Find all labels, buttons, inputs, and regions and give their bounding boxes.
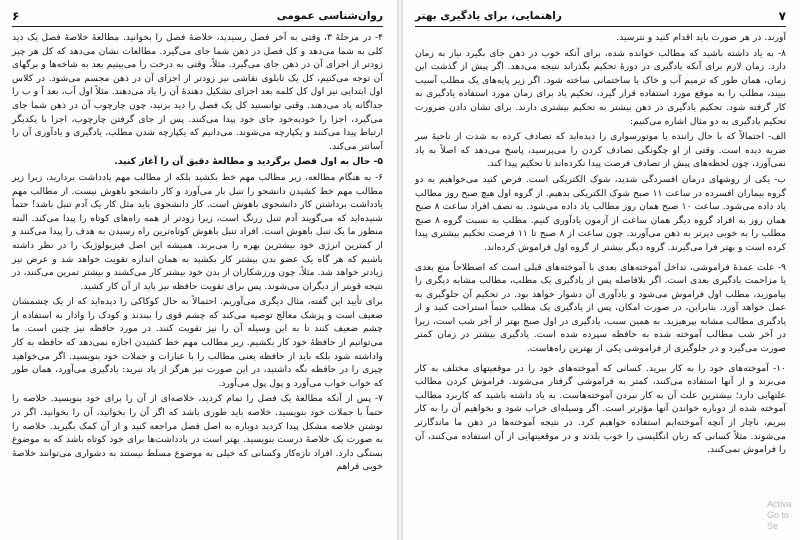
right-paragraph: الف- احتمالاً که با حال راننده یا موتورسواری را دیده‌اید که تصادف کرده به شدت از ناحیهٔ سر ضربه دیده است. وقتی از او چگونگی تصادف کردن را می‌پرسید، پاسخ می‌دهد که اصلاً به یاد نمی‌آورد، چون لحظه‌های پیش از تصادف فرصت پیدا نکرده‌اند تا تحکیم پیدا کند. (415, 131, 786, 170)
left-page-header (12, 6, 383, 27)
right-paragraph: آورند. در هر صورت باید اقدام کنید و نترسید. (616, 32, 786, 43)
right-page (403, 0, 800, 540)
left-page (0, 0, 397, 540)
left-paragraph: ۴- در مرحلهٔ ۳، وقتی به آخر فصل رسیدید، خلاصهٔ فصل را بخوانید. مطالعهٔ خلاصهٔ فصل یک دید کلی به شما می‌دهد و کل فصل در ذهن شما جای می‌گیرد. مطالعات نشان می‌دهد که کل هر چیز زودتر از اجزای آن در ذهن جای می‌گیرد. مثلاً، وقتی به درخت را می‌بینیم بعد به شاخه‌ها و برگهای آن توجه می‌کنیم، کل یک تابلوی نقاشی نیز زودتر از اجزای آن در ذهن مجسم می‌شود. در کلاس اول ابتدایی نیز اول کل کلمه بعد اجزای تشکیل دهندهٔ آن را یاد می‌دهند. مثلاً اول آب، بعد آ و ب را جداگانه یاد می‌دهند. وقتی توانستید کل یک فصل را دید بزنید، چون چارچوب آن در ذهن شما جای می‌گیرد، اجزا را خود‌به‌خود جای خود پیدا می‌کنند. پس از جای گرفتن چارچوب، اجزا با یکدیگر ارتباط پیدا می‌کنند و یکپارچه می‌شوند. می‌دانیم که یکپارچه شدن مطلب، یادگیری و یادآوری آن را آسانتر می‌کند. (12, 32, 384, 152)
right-page-number: ۷ (778, 9, 786, 23)
left-paragraph: ۷- پس از آنکه مطالعهٔ یک فصل را تمام کردید، خلاصه‌ای از آن را برای خود بنویسید. خلاصه را حتماً با جملات خود بنویسید. خلاصه باید طوری باشد که اگر آن را بخوانید، آن را بخوانید. اگر در نوشتن خلاصه مشکل پیدا کردید دوباره به اصل فصل مراجعه کنید و از آن کمک بگیرید. خلاصه را به صورت یک خلاصهٔ درست بنویسید. بهتر است در یادداشت‌ها برای خود کوتاه باشد که به موضوع بستگی دارد. افزاد تازه‌کار وکسانی که خیلی به موضوع مسلط نیستند به دشواری می‌توانند خلاصهٔ خوبی فراهم (12, 393, 383, 473)
right-running-title: راهنمایی، برای یادگیری بهتر (415, 10, 562, 22)
watermark-line-1: Activa (767, 499, 792, 509)
activation-watermark (767, 499, 800, 532)
left-paragraph: ۵- حال به اول فصل برگردید و مطالعهٔ دقیق آن را آغاز کنید. (114, 156, 383, 168)
right-paragraph: ۹- علت عمدهٔ فراموشی، تداخل آموخته‌های بعدی با آموخته‌های قبلی است که اصطلاحاً منع بعدی یا مزاحمت یادگیری بعدی است. اگر بلافاصله پس از یادگیری یک مطلب، مطالب مشابه دیگری را بیاموزید، مطلب اول فراموش می‌شود و یادآوری آن دشوار خواهد بود. در تحکیم آن جلوگیری به عمل خواهد آورد. بنابراین، در صورت امکان، پس از یادگیری یک مطلب حتماً استراحت کنید و از یادگیری مطالب مشابه بپرهیزید. به همین سبب، یادگیری در اول صبح بهتر از آخر شب است، زیرا در آخر شب مطالب آموخته شده به حافظه سپرده شده است. یادگیری بیشتر در زمان کمتر صورت می‌گیرد و در جلوگیری از فراموشی یکی از بهترین راه‌هاست. (415, 261, 786, 355)
right-paragraph: ۸- به یاد داشته باشید که مطالب خوانده شده، برای آنکه خوب در ذهن جای بگیرد نیاز به زمان دارد. زمان لازم برای آنکه یادگیری در دورهٔ تحکیم بگذراند نتیجه می‌دهد. اگر پیش از گذشت این زمان، همان طور که ترمیم آب و خاک یا ساختمانی ساخته شود. اگر زیر پایه‌های یک مطلب آسیب ببیند، مطلب را به موقع مورد استفاده قرار گیرد، تحکیم یاد برای زمان مورد استفاده یادگیری به کار گرفته شود. تحکیم یادگیری در ذهن بیشتر به تحکیم بیشتری دارند. برای نشان دادن ضرورت تحکیم یادگیری به دو مثال اشاره می‌کنیم: (415, 47, 786, 127)
left-paragraph: ۶- به هنگام مطالعه، زیر مطالب مهم خط بکشید بلکه از مطالب مهم یادداشت بردارید، زیرا زیر مطالب مهم خط کشیدن دانشجو را تنبل بار می‌آورد و کار دانشجو باهوش نیست. از مطالب مهم یادداشت برداشتن کار دانشجوی باهوش است. کار دانشجوی باید مثل کار یک آدم تنبل باشد! حتماً شنیده‌اید که می‌گویند آدم تنبل زرنگ است، زیرا زودتر از همه راه‌های کوتاه را پیدا می‌کند. البته منظور ما یک تنبل باهوش است. افراد تنبل باهوش کوتاه‌ترین راه رسیدن به هدف را پیدا می‌کنند و از کمترین انرژی خود بیشترین بهره را می‌برند. همیشه این اصل فیزیولوژیک را در نظر داشته باشیم که هر گاه یک عضو بدن بیشتر کار بکشید به همان اندازه تقویت خواهد شد و عرض نیز زیادتر خواهد شد. مثلاً، چون ورزشکاران از بدن خود بیشتر کار می‌کشند و بیشتر تمرین می‌کنند، در نتیجه قویتر از دیگران می‌شوند. پس برای تقویت حافظه نیز باید از آن کار کشید. (12, 171, 383, 292)
right-paragraph: ۱۰- آموخته‌های خود را به کار ببرید. کسانی که آموخته‌های خود را در موقعیتهای مختلف به کار می‌برند و از آنها استفاده می‌کنند، کمتر به فراموشی گرفتار می‌شوند. فراموش کردن مطالب علتهایی دارد؛ بیشترین علت آن به کار نبردن آموخته‌هاست. به یاد داشته باشید که کاربرد مطالب آموخته شده از دوباره خواندن آنها مؤثرتر است. اگر وسیله‌ای خراب شود و بخواهیم آن را به کار ببریم، ناچار از آنچه آموخته‌ایم استفاده خواهیم کرد. در نتیجه آموخته‌ها در ذهن ما ماندگارتر می‌شوند. مثلاً کسانی که زبان انگلیسی را خوب بلدند و در موقعیتهایی از آن استفاده می‌کنند، آن را فراموش نمی‌کنند. (415, 362, 786, 456)
right-paragraph: ب- یکی از روشهای درمان افسردگی شدید، شوک الکتریکی است. فرض کنید می‌خواهیم به دو گروه بیماران افسرده در ساعت ۱۱ صبح شوک الکتریکی بدهیم. از گروه اول هیچ صبح روز مطالب یاد داده می‌شود. ساعت ۱۰ صبح همان روز مطالب یاد داده می‌شود. به نصف افراد ساعت ۸ صبح همان روز به افراد گروه دیگر همان ساعت از آزمون یادآوری کنیم. مطلب به نسبت گروه ۸ صبح مطلب را به خوبی دیرتر به ذهن می‌آورند. چون ساعت از ۸ صبح تا ۱۱ فرصت تحکیم بیشتری پیدا کرده است و بهتر فرا می‌گیرند. گروه دیگر بیشتر از گروه اول فراموش کرده‌اند. (415, 173, 787, 253)
left-page-number: ۶ (12, 9, 20, 23)
left-running-title: روان‌شناسی عمومی (276, 10, 383, 22)
left-paragraph: برای تأیید این گفته، مثال دیگری می‌آوریم. احتمالاً به حال کوکاکی را دیده‌اید که از یک چشمشان ضعیف است و پزشک معالج توصیه می‌کند که چشم قوی را ببندند و کودک را وادار به استفاده از چشم ضعیف کنند تا به این وسیله آن را نیز تقویت کنند. در مورد حافظه نیز چنین است. ما می‌توانیم از حافظهٔ خود کار بکشیم. زیر مطالب مهم خط کشیدن اجازه نمی‌دهد که حافظه به کار واداشته شود بلکه باید از حافظه یعنی مطالب را با عبارات و جملات خود بنویسید. اگر می‌خواهید چیزی را در حافظه نگه داشتید، در این صورت نیز هرگز از یاد نبرید: یادگیری می‌آورد، همان طور که خواب خواب می‌آورد و پول پول می‌آورد. (12, 296, 383, 389)
watermark-line-2: Go to Se (767, 510, 790, 531)
right-page-header (415, 6, 786, 27)
